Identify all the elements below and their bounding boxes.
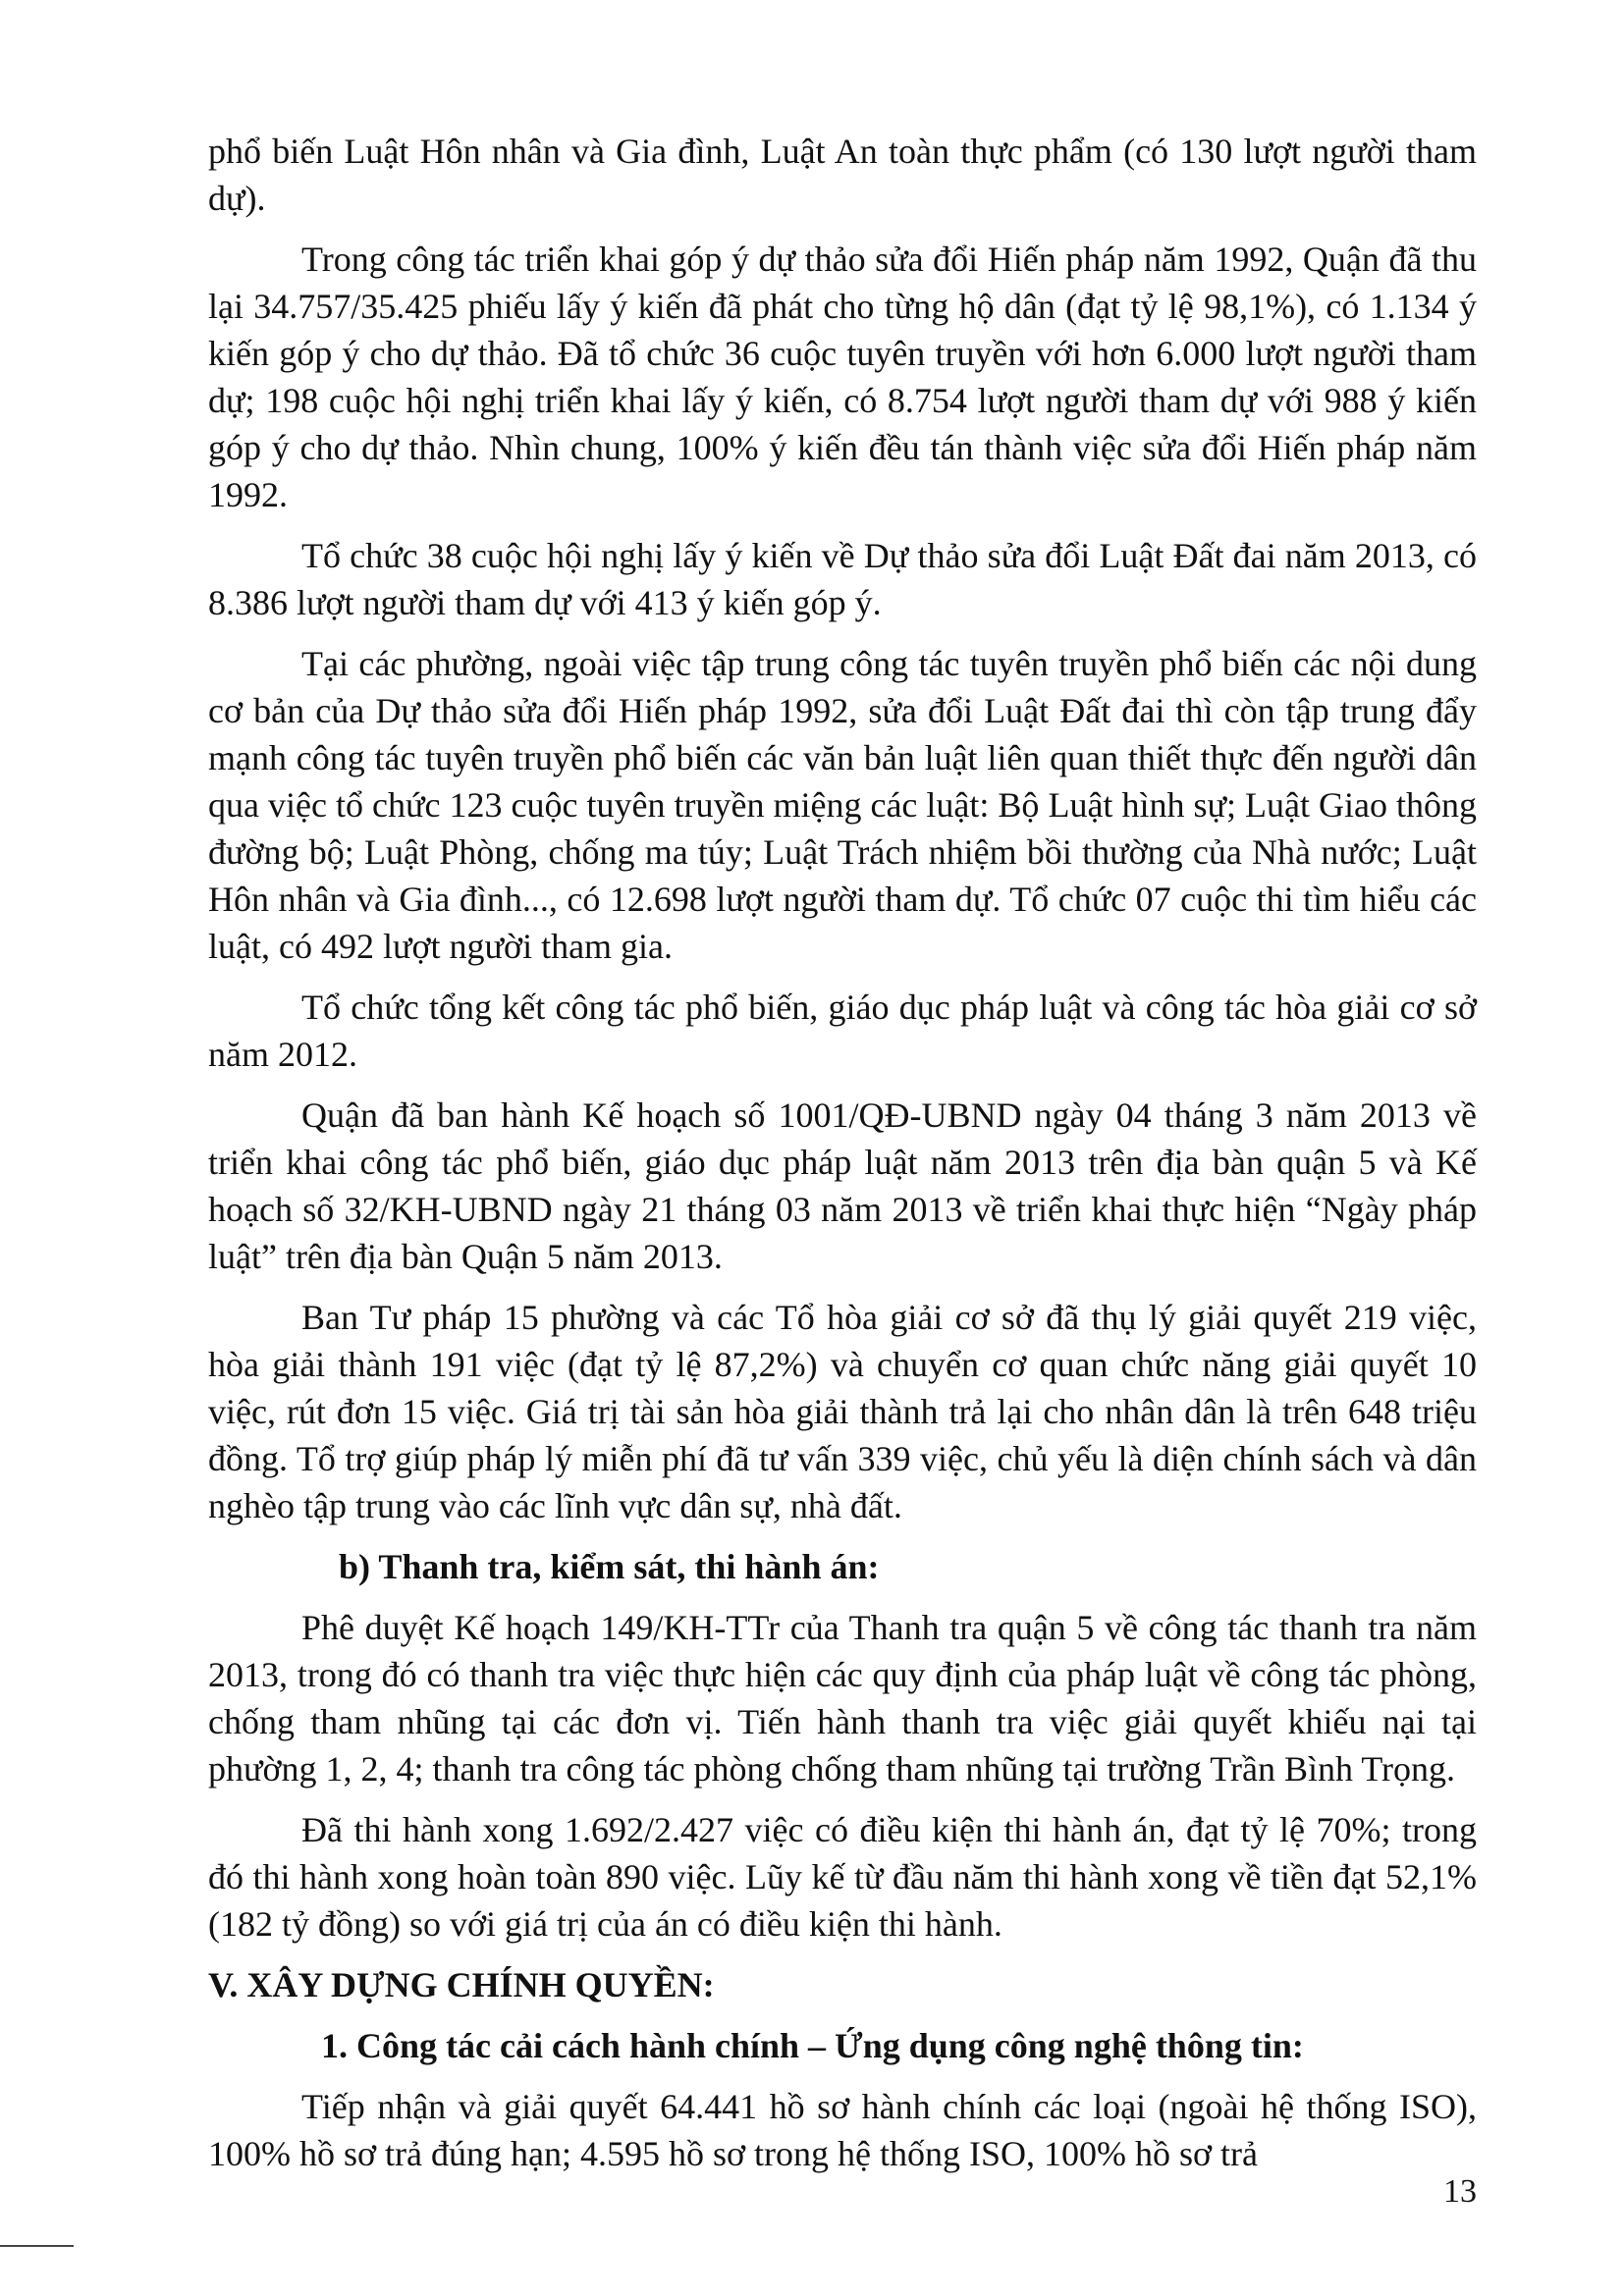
section-heading-admin-reform: 1. Công tác cải cách hành chính – Ứng dụng công nghệ thông tin: — [321, 2026, 1304, 2065]
page-number: 13 — [1443, 2173, 1477, 2210]
document-body — [208, 128, 1477, 2191]
paragraph-continuation: phổ biến Luật Hôn nhân và Gia đình, Luật An toàn thực phẩm (có 130 lượt người tham dự). — [208, 132, 1477, 218]
paragraph-admin-records: Tiếp nhận và giải quyết 64.441 hồ sơ hành chính các loại (ngoài hệ thống ISO), 100% hồ sơ trả đúng hạn; 4.595 hồ sơ trong hệ thống ISO, 100% hồ sơ trả — [208, 2087, 1477, 2173]
section-heading-government: V. XÂY DỰNG CHÍNH QUYỀN: — [208, 1965, 715, 2004]
paragraph-plans-issued: Quận đã ban hành Kế hoạch số 1001/QĐ-UBND ngày 04 tháng 3 năm 2013 về triển khai công tác phổ biến, giáo dục pháp luật năm 2013 trên địa bàn quận 5 và Kế hoạch số 32/KH-UBND ngày 21 tháng 03 năm 2013 về triển khai thực hiện “Ngày pháp luật” trên địa bàn Quận 5 năm 2013. — [208, 1095, 1477, 1276]
paragraph-constitution-feedback: Trong công tác triển khai góp ý dự thảo sửa đổi Hiến pháp năm 1992, Quận đã thu lại 34.757/35.425 phiếu lấy ý kiến đã phát cho từng hộ dân (đạt tỷ lệ 98,1%), có 1.134 ý kiến góp ý cho dự thảo. Đã tổ chức 36 cuộc tuyên truyền với hơn 6.000 lượt người tham dự; 198 cuộc hội nghị triển khai lấy ý kiến, có 8.754 lượt người tham dự với 988 ý kiến góp ý cho dự thảo. Nhìn chung, 100% ý kiến đều tán thành việc sửa đổi Hiến pháp năm 1992. — [208, 240, 1477, 514]
paragraph-mediation: Ban Tư pháp 15 phường và các Tổ hòa giải cơ sở đã thụ lý giải quyết 219 việc, hòa giải thành 191 việc (đạt tỷ lệ 87,2%) và chuyển cơ quan chức năng giải quyết 10 việc, rút đơn 15 việc. Giá trị tài sản hòa giải thành trả lại cho nhân dân là trên 648 triệu đồng. Tổ trợ giúp pháp lý miễn phí đã tư vấn 339 việc, chủ yếu là diện chính sách và dân nghèo tập trung vào các lĩnh vực dân sự, nhà đất. — [208, 1298, 1477, 1525]
paragraph-inspection-plan: Phê duyệt Kế hoạch 149/KH-TTr của Thanh tra quận 5 về công tác thanh tra năm 2013, trong đó có thanh tra việc thực hiện các quy định của pháp luật về công tác phòng, chống tham nhũng tại các đơn vị. Tiến hành thanh tra việc giải quyết khiếu nại tại phường 1, 2, 4; thanh tra công tác phòng chống tham nhũng tại trường Trần Bình Trọng. — [208, 1608, 1477, 1789]
paragraph-land-law-conferences: Tổ chức 38 cuộc hội nghị lấy ý kiến về Dự thảo sửa đổi Luật Đất đai năm 2013, có 8.386 lượt người tham dự với 413 ý kiến góp ý. — [208, 536, 1477, 622]
paragraph-ward-propaganda: Tại các phường, ngoài việc tập trung công tác tuyên truyền phổ biến các nội dung cơ bản của Dự thảo sửa đổi Hiến pháp 1992, sửa đổi Luật Đất đai thì còn tập trung đẩy mạnh công tác tuyên truyền phổ biến các văn bản luật liên quan thiết thực đến người dân qua việc tổ chức 123 cuộc tuyên truyền miệng các luật: Bộ Luật hình sự; Luật Giao thông đường bộ; Luật Phòng, chống ma túy; Luật Trách nhiệm bồi thường của Nhà nước; Luật Hôn nhân và Gia đình..., có 12.698 lượt người tham dự. Tổ chức 07 cuộc thi tìm hiểu các luật, có 492 lượt người tham gia. — [208, 644, 1477, 966]
paragraph-summary-2012: Tổ chức tổng kết công tác phổ biến, giáo dục pháp luật và công tác hòa giải cơ sở năm 2012. — [208, 988, 1477, 1074]
section-heading-inspection: b) Thanh tra, kiểm sát, thi hành án: — [339, 1547, 880, 1586]
footer-divider — [0, 2245, 74, 2247]
paragraph-judgment-enforcement: Đã thi hành xong 1.692/2.427 việc có điều kiện thi hành án, đạt tỷ lệ 70%; trong đó thi hành xong hoàn toàn 890 việc. Lũy kế từ đầu năm thi hành xong về tiền đạt 52,1% (182 tỷ đồng) so với giá trị của án có điều kiện thi hành. — [208, 1810, 1477, 1944]
